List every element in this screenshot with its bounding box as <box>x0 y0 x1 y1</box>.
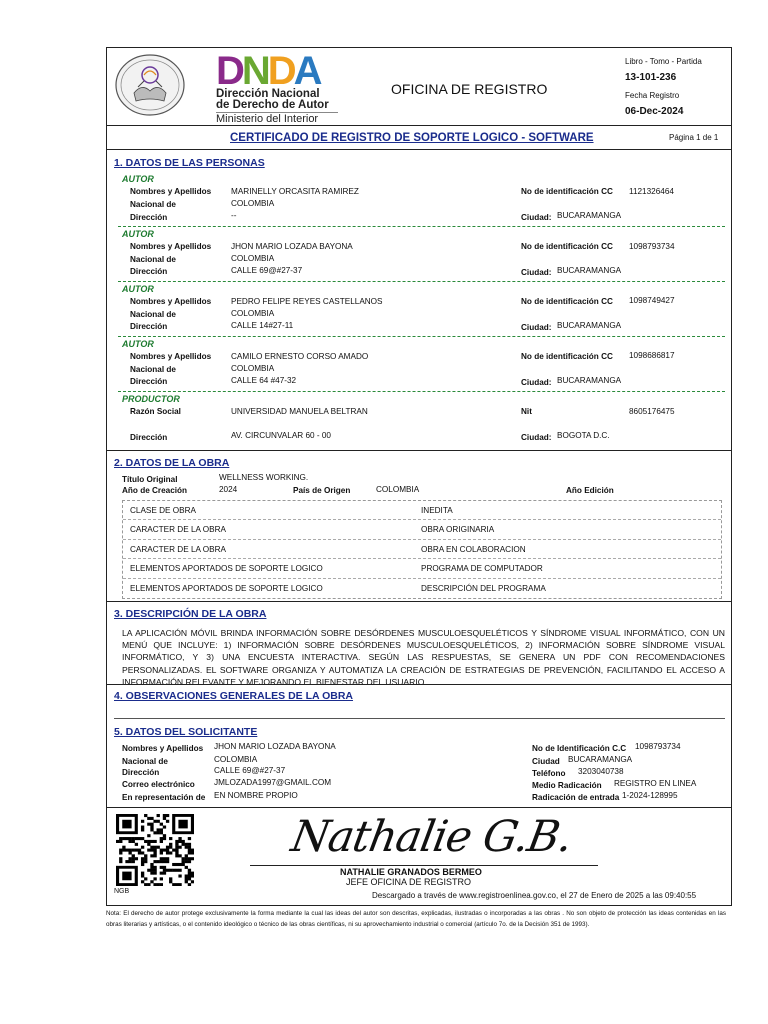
author-name: MARINELLY ORCASITA RAMIREZ <box>231 187 359 196</box>
certificate-title: CERTIFICADO DE REGISTRO DE SOPORTE LOGICO - SOFTWARE <box>230 132 594 144</box>
divider <box>106 601 732 602</box>
solicitante-id-label: No de Identificación C.C <box>532 744 627 753</box>
table-row <box>123 540 721 559</box>
nacional-label: Nacional de <box>130 365 176 374</box>
author-role: AUTOR <box>122 339 154 349</box>
logo-line-2: de Derecho de Autor <box>216 99 329 111</box>
razon-label: Razón Social <box>130 407 181 416</box>
solicitante-direccion-label: Dirección <box>122 768 160 777</box>
dashed-separator <box>118 391 725 392</box>
name-label: Nombres y Apellidos <box>130 187 212 196</box>
author-ciudad: BUCARAMANGA <box>557 321 622 330</box>
divider <box>106 149 732 150</box>
fecha-label: Fecha Registro <box>625 91 680 100</box>
row-key: ELEMENTOS APORTADOS DE SOPORTE LOGICO <box>130 583 323 593</box>
author-nacional: COLOMBIA <box>231 309 275 318</box>
direccion-label: Dirección <box>130 267 168 276</box>
producer-razon: UNIVERSIDAD MANUELA BELTRAN <box>231 407 368 416</box>
solicitante-correo: JMLOZADA1997@GMAIL.COM <box>214 778 332 787</box>
ciudad-label: Ciudad: <box>521 268 552 277</box>
initials: NGB <box>114 888 130 895</box>
solicitante-telefono: 3203040738 <box>578 767 624 776</box>
download-info: Descargado a través de www.registroenlinea.gov.co, el 27 de Enero de 2025 a las 09:40:55 <box>372 891 697 900</box>
obra-details-table <box>122 500 722 599</box>
logo-line-1: Dirección Nacional <box>216 88 320 100</box>
row-value: OBRA ORIGINARIA <box>421 525 495 535</box>
anio-label: Año de Creación <box>122 486 188 495</box>
obra-description: LA APLICACIÓN MÓVIL BRINDA INFORMACIÓN SOBRE DESÓRDENES MUSCULOESQUELÉTICOS Y SÍNDROME VISUAL INFORMÁTICO, CON UN MENÚ QUE INCLUYE: 1) INFORMACIÓN SOBRE DESÓRDENES MUSCULOESQUELÉTICOS, 2) INFORMACIÓN SOBRE SÍNDROME VISUAL INFORMÁTICO, Y 3) UNA ENCUESTA INTERACTIVA. SEGÚN LAS RESPUESTAS, SE GENERA UN PDF CON RECOMENDACIONES PERSONALIZADAS. EL SOFTWARE ORGANIZA Y AUTOMATIZA LA CREACIÓN DE ESTRATEGIAS DE PREVENCIÓN, FACILITANDO EL ACCESO A INFORMACIÓN RELEVANTE Y MEJORANDO EL BIENESTAR DEL USUARIO. <box>122 628 725 687</box>
author-id: 1098793734 <box>629 242 675 251</box>
legal-note: Nota: El derecho de autor protege exclusivamente la forma mediante la cual las ideas del autor son descritas, explicadas, ilustradas o incorporadas a las obras . No son objeto de protección las ideas contenidas en las obras literarias y artísticas, o el contenido ideológico o técnico de las obras científicas, ni su aprovechamiento industrial o comercial (artículo 7o. de la Decisión 351 de 1993). <box>106 910 726 928</box>
producer-ciudad: BOGOTA D.C. <box>557 431 610 440</box>
author-name: JHON MARIO LOZADA BAYONA <box>231 242 353 251</box>
divider <box>106 450 732 451</box>
author-ciudad: BUCARAMANGA <box>557 211 622 220</box>
nacional-label: Nacional de <box>130 255 176 264</box>
ciudad-label: Ciudad: <box>521 378 552 387</box>
edicion-label: Año Edición <box>566 486 614 495</box>
signature-line <box>250 865 598 866</box>
author-role: AUTOR <box>122 174 154 184</box>
row-value: OBRA EN COLABORACION <box>421 544 526 554</box>
table-row <box>123 579 721 598</box>
solicitante-radicacion-label: Radicación de entrada <box>532 793 620 802</box>
office-title: OFICINA DE REGISTRO <box>391 81 548 97</box>
author-nacional: COLOMBIA <box>231 364 275 373</box>
libro-value: 13-101-236 <box>625 72 677 83</box>
solicitante-nacional: COLOMBIA <box>214 755 258 764</box>
ciudad-label: Ciudad: <box>521 213 552 222</box>
divider <box>106 807 732 808</box>
author-nacional: COLOMBIA <box>231 199 275 208</box>
section-2-title: 2. DATOS DE LA OBRA <box>114 457 230 469</box>
observaciones-line <box>114 718 725 719</box>
row-key: CARACTER DE LA OBRA <box>130 544 226 554</box>
ciudad-label: Ciudad: <box>521 433 552 442</box>
direccion-label: Dirección <box>130 433 168 442</box>
author-role: AUTOR <box>122 284 154 294</box>
solicitante-repr: EN NOMBRE PROPIO <box>214 791 298 800</box>
author-name: PEDRO FELIPE REYES CASTELLANOS <box>231 297 383 306</box>
dashed-separator <box>118 336 725 337</box>
producer-role: PRODUCTOR <box>122 394 180 404</box>
author-ciudad: BUCARAMANGA <box>557 376 622 385</box>
qr-code <box>116 814 194 886</box>
anio-value: 2024 <box>219 485 238 494</box>
solicitante-repr-label: En representación de <box>122 793 206 802</box>
author-direccion: CALLE 64 #47-32 <box>231 376 297 385</box>
titulo-value: WELLNESS WORKING. <box>219 473 309 482</box>
id-label: No de identificación CC <box>521 187 613 196</box>
id-label: No de identificación CC <box>521 297 613 306</box>
section-3-title: 3. DESCRIPCIÓN DE LA OBRA <box>114 608 267 620</box>
producer-direccion: AV. CIRCUNVALAR 60 - 00 <box>231 431 331 440</box>
nit-label: Nit <box>521 407 532 416</box>
fecha-value: 06-Dec-2024 <box>625 106 684 117</box>
author-nacional: COLOMBIA <box>231 254 275 263</box>
author-direccion: CALLE 14#27-11 <box>231 321 294 330</box>
solicitante-id: 1098793734 <box>635 742 681 751</box>
solicitante-telefono-label: Teléfono <box>532 769 566 778</box>
page-number: Página 1 de 1 <box>669 133 719 142</box>
id-label: No de identificación CC <box>521 242 613 251</box>
solicitante-ciudad: BUCARAMANGA <box>568 755 633 764</box>
solicitante-medio-label: Medio Radicación <box>532 781 602 790</box>
seal-logo <box>114 53 186 117</box>
name-label: Nombres y Apellidos <box>130 352 212 361</box>
svg-text:DNDA: DNDA <box>216 51 320 87</box>
section-4-title: 4. OBSERVACIONES GENERALES DE LA OBRA <box>114 690 354 702</box>
signer-name: NATHALIE GRANADOS BERMEO <box>340 867 482 877</box>
solicitante-nacional-label: Nacional de <box>122 757 168 766</box>
solicitante-name: JHON MARIO LOZADA BAYONA <box>214 742 336 751</box>
solicitante-radicacion: 1-2024-128995 <box>622 791 678 800</box>
author-role: AUTOR <box>122 229 154 239</box>
solicitante-ciudad-label: Ciudad <box>532 757 560 766</box>
author-name: CAMILO ERNESTO CORSO AMADO <box>231 352 369 361</box>
id-label: No de identificación CC <box>521 352 613 361</box>
name-label: Nombres y Apellidos <box>130 242 212 251</box>
solicitante-correo-label: Correo electrónico <box>122 780 195 789</box>
signature-script: Nathalie G.B. <box>287 812 576 862</box>
row-key: CARACTER DE LA OBRA <box>130 525 226 535</box>
pais-label: País de Origen <box>293 486 351 495</box>
author-id: 1098686817 <box>629 351 675 360</box>
table-row <box>123 520 721 539</box>
signer-position: JEFE OFICINA DE REGISTRO <box>346 877 472 887</box>
divider <box>106 684 732 685</box>
table-row <box>123 559 721 578</box>
solicitante-direccion: CALLE 69@#27-37 <box>214 766 286 775</box>
nacional-label: Nacional de <box>130 200 176 209</box>
row-key: ELEMENTOS APORTADOS DE SOPORTE LOGICO <box>130 564 323 574</box>
divider <box>106 125 732 126</box>
producer-nit: 8605176475 <box>629 407 675 416</box>
author-id: 1121326464 <box>629 187 674 196</box>
certificate-frame <box>106 47 732 906</box>
direccion-label: Dirección <box>130 377 168 386</box>
dnda-logo <box>216 51 338 125</box>
section-5-title: 5. DATOS DEL SOLICITANTE <box>114 726 258 738</box>
direccion-label: Dirección <box>130 213 168 222</box>
solicitante-medio: REGISTRO EN LINEA <box>614 779 697 788</box>
direccion-label: Dirección <box>130 322 168 331</box>
row-value: PROGRAMA DE COMPUTADOR <box>421 564 543 574</box>
solicitante-name-label: Nombres y Apellidos <box>122 744 204 753</box>
pais-value: COLOMBIA <box>376 485 420 494</box>
author-direccion: -- <box>231 211 237 220</box>
ciudad-label: Ciudad: <box>521 323 552 332</box>
table-row <box>123 501 721 520</box>
row-value: DESCRIPCIÓN DEL PROGRAMA <box>421 583 546 593</box>
author-direccion: CALLE 69@#27-37 <box>231 266 303 275</box>
row-key: CLASE DE OBRA <box>130 506 196 515</box>
libro-label: Libro - Tomo - Partida <box>625 57 702 66</box>
titulo-label: Título Original <box>122 475 178 484</box>
logo-line-3: Ministerio del Interior <box>216 112 338 125</box>
nacional-label: Nacional de <box>130 310 176 319</box>
author-ciudad: BUCARAMANGA <box>557 266 622 275</box>
row-value: INEDITA <box>421 506 453 515</box>
dashed-separator <box>118 226 725 227</box>
section-1-title: 1. DATOS DE LAS PERSONAS <box>114 157 265 169</box>
name-label: Nombres y Apellidos <box>130 297 212 306</box>
dashed-separator <box>118 281 725 282</box>
author-id: 1098749427 <box>629 296 675 305</box>
